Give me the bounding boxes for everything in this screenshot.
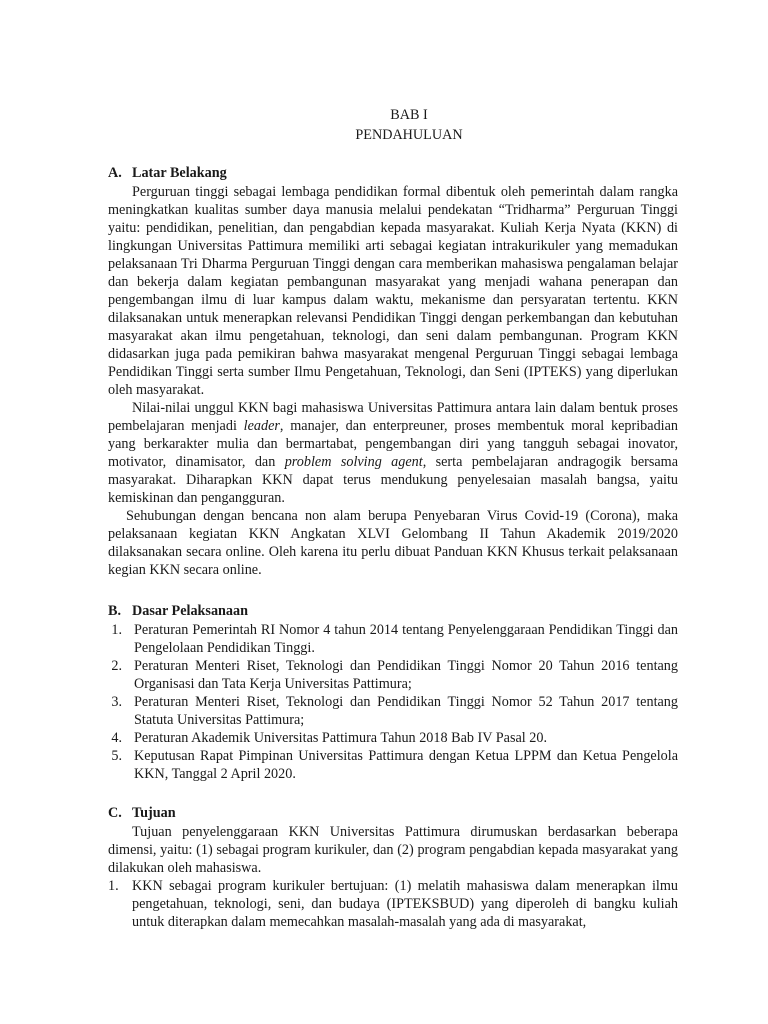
section-heading xyxy=(108,163,678,183)
list-text: Peraturan Pemerintah RI Nomor 4 tahun 2014 tentang Penyelenggaraan Pendidikan Tinggi dan Pengelolaan Pendidikan Tinggi. xyxy=(134,622,678,656)
list-number: 1. xyxy=(108,878,119,894)
section-heading xyxy=(108,803,678,823)
paragraph-text: , manajer, dan enterpreuner, proses membentuk moral kepribadian yang berkarakter mulia dan bermartabat, pengembangan diri yang tangguh sebagai inovator, motivator, dinamisator, dan xyxy=(108,418,678,470)
list-text: Keputusan Rapat Pimpinan Universitas Pattimura dengan Ketua LPPM dan Ketua Pengelola KKN, Tanggal 2 April 2020. xyxy=(134,748,678,782)
chapter-header xyxy=(140,105,678,145)
list-number: 5. xyxy=(111,748,122,764)
emphasis-text: leader xyxy=(243,418,280,434)
list-number: 3. xyxy=(111,694,122,710)
list-text: Peraturan Menteri Riset, Teknologi dan Pendidikan Tinggi Nomor 20 Tahun 2016 tentang Organisasi dan Tata Kerja Universitas Pattimura; xyxy=(134,658,678,692)
section-tujuan xyxy=(108,803,678,931)
list-item xyxy=(108,729,678,747)
list-item xyxy=(108,621,678,657)
list-item xyxy=(108,657,678,693)
section-title: Latar Belakang xyxy=(132,165,227,181)
list-item xyxy=(108,877,678,931)
paragraph: Tujuan penyelenggaraan KKN Universitas Pattimura dirumuskan berdasarkan beberapa dimensi, yaitu: (1) sebagai program kurikuler, dan (2) program pengabdian kepada masyarakat yang dilakukan oleh mahasiswa. xyxy=(108,824,678,876)
paragraph xyxy=(108,399,678,507)
paragraph-text: Nilai-nilai unggul KKN bagi mahasiswa Universitas Pattimura antara lain dalam bentuk proses pembelajaran menjadi xyxy=(108,400,678,434)
objectives-list xyxy=(108,877,678,931)
paragraph: Sehubungan dengan bencana non alam berupa Penyebaran Virus Covid-19 (Corona), maka pelaksanaan kegiatan KKN Angkatan XLVI Gelombang II Tahun Akademik 2019/2020 dilaksanakan secara online. Oleh karena itu perlu dibuat Panduan KKN Khusus terkait pelaksanaan kegian KKN secara online. xyxy=(108,508,678,578)
list-text: Peraturan Akademik Universitas Pattimura Tahun 2018 Bab IV Pasal 20. xyxy=(134,730,548,746)
list-number: 1. xyxy=(111,622,122,638)
list-item xyxy=(108,747,678,783)
paragraph-text: , serta pembelajaran andragogik bersama masyarakat. Diharapkan KKN dapat terus mendukung penyelesaian masalah bangsa, yaitu kemiskinan dan pengangguran. xyxy=(108,454,679,506)
list-number: 2. xyxy=(111,658,122,674)
legal-basis-list xyxy=(108,621,678,783)
section-label: C. xyxy=(108,805,122,821)
chapter-title: PENDAHULUAN xyxy=(355,127,463,143)
section-title: Dasar Pelaksanaan xyxy=(132,603,249,619)
chapter-number: BAB I xyxy=(390,107,428,123)
emphasis-text: problem solving agent xyxy=(284,454,423,470)
section-heading xyxy=(108,601,678,621)
list-item xyxy=(108,693,678,729)
section-title: Tujuan xyxy=(132,805,176,821)
section-label: A. xyxy=(108,165,122,181)
section-latar-belakang xyxy=(108,163,678,579)
section-label: B. xyxy=(108,603,122,619)
list-text: KKN sebagai program kurikuler bertujuan: (1) melatih mahasiswa dalam menerapkan ilmu pengetahuan, teknologi, seni, dan budaya (IPTEKSBUD) yang diperoleh di bangku kuliah untuk diterapkan dalam memecahkan masalah-masalah yang ada di masyarakat, xyxy=(132,878,678,930)
paragraph: Perguruan tinggi sebagai lembaga pendidikan formal dibentuk oleh pemerintah dalam rangka meningkatkan kualitas sumber daya manusia melalui pendekatan “Tridharma” Perguruan Tinggi yaitu: pendidikan, penelitian, dan pengabdian kepada masyarakat. Kuliah Kerja Nyata (KKN) di lingkungan Universitas Pattimura memiliki arti sebagai kegiatan intrakurikuler yang memadukan pelaksanaan Tri Dharma Perguruan Tinggi dengan cara memberikan mahasiswa pengalaman belajar dan bekerja dalam kegiatan pembangunan masyarakat yang menjadi wahana penerapan dan pengembangan ilmu di luar kampus dalam waktu, mekanisme dan persyaratan tertentu. KKN dilaksanakan untuk menerapkan relevansi Pendidikan Tinggi dengan perkembangan dan kebutuhan masyarakat akan ilmu pengetahuan, teknologi, dan seni dalam pembangunan. Program KKN didasarkan juga pada pemikiran bahwa masyarakat mengenal Perguruan Tinggi sebagai lembaga Pendidikan Tinggi serta sumber Ilmu Pengetahuan, Teknologi, dan Seni (IPTEKS) yang diperlukan oleh masyarakat. xyxy=(108,184,678,398)
list-number: 4. xyxy=(111,730,122,746)
section-dasar-pelaksanaan xyxy=(108,601,678,783)
list-text: Peraturan Menteri Riset, Teknologi dan Pendidikan Tinggi Nomor 52 Tahun 2017 tentang Statuta Universitas Pattimura; xyxy=(134,694,678,728)
